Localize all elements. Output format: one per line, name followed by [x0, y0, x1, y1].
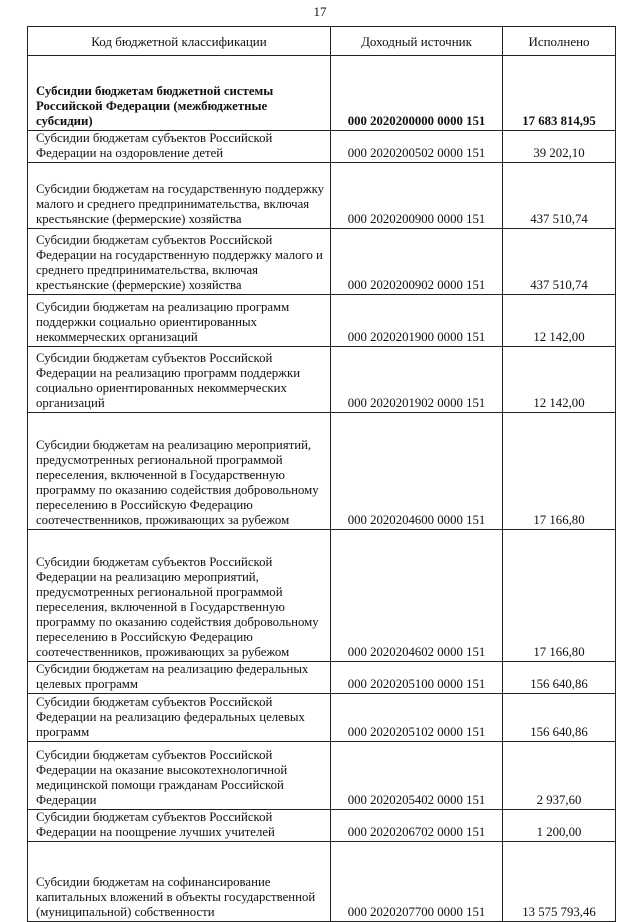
row-name: Субсидии бюджетам на реализацию программ поддержки социально ориентированных некоммерческих организаций: [28, 295, 331, 347]
row-name: Субсидии бюджетам на реализацию федеральных целевых программ: [28, 662, 331, 694]
table-row: [28, 163, 616, 229]
row-name: Субсидии бюджетам на государственную поддержку малого и среднего предпринимательства, включая крестьянские (фермерские) хозяйства: [28, 163, 331, 229]
table-row: [28, 56, 616, 131]
row-amount: 17 683 814,95: [503, 56, 616, 131]
row-name: Субсидии бюджетам субъектов Российской Федерации на государственную поддержку малого и среднего предпринимательства, включая крестьянские (фермерские) хозяйства: [28, 229, 331, 295]
row-code: 000 2020205102 0000 151: [331, 694, 503, 742]
table-row: [28, 295, 616, 347]
table-row: [28, 810, 616, 842]
table-row: [28, 413, 616, 530]
row-code: 000 2020205402 0000 151: [331, 742, 503, 810]
row-code: 000 2020200900 0000 151: [331, 163, 503, 229]
row-code: 000 2020200902 0000 151: [331, 229, 503, 295]
table-row: [28, 694, 616, 742]
header-classification: Код бюджетной классификации: [28, 27, 331, 56]
row-code: 000 2020201902 0000 151: [331, 347, 503, 413]
row-code: 000 2020204600 0000 151: [331, 413, 503, 530]
row-name: Субсидии бюджетам на реализацию мероприятий, предусмотренных региональной программой переселения, включенной в Государственную программу по оказанию содействия добровольному переселению в Российскую Федерацию соотечественников, проживающих за рубежом: [28, 413, 331, 530]
row-amount: 12 142,00: [503, 347, 616, 413]
row-code: 000 2020205100 0000 151: [331, 662, 503, 694]
row-amount: 17 166,80: [503, 413, 616, 530]
table-row: [28, 131, 616, 163]
row-name: Субсидии бюджетам на софинансирование капитальных вложений в объекты государственной (муниципальной) собственности: [28, 842, 331, 922]
row-code: 000 2020207700 0000 151: [331, 842, 503, 922]
row-amount: 2 937,60: [503, 742, 616, 810]
row-code: 000 2020200000 0000 151: [331, 56, 503, 131]
table-row: [28, 662, 616, 694]
table-row: [28, 347, 616, 413]
header-income-source: Доходный источник: [331, 27, 503, 56]
row-amount: 156 640,86: [503, 694, 616, 742]
row-name: Субсидии бюджетам субъектов Российской Федерации на реализацию мероприятий, предусмотренных региональной программой переселения, включенной в Государственную программу по оказанию содействия добровольному переселению в Российскую Федерацию соотечественников, проживающих за рубежом: [28, 530, 331, 662]
row-name: Субсидии бюджетам субъектов Российской Федерации на оказание высокотехнологичной медицинской помощи гражданам Российской Федерации: [28, 742, 331, 810]
table-row: [28, 742, 616, 810]
table-row: [28, 229, 616, 295]
row-name: Субсидии бюджетам субъектов Российской Федерации на реализацию программ поддержки социально ориентированных некоммерческих организаций: [28, 347, 331, 413]
row-code: 000 2020204602 0000 151: [331, 530, 503, 662]
row-amount: 13 575 793,46: [503, 842, 616, 922]
row-code: 000 2020201900 0000 151: [331, 295, 503, 347]
page-number: 17: [313, 4, 327, 19]
row-amount: 39 202,10: [503, 131, 616, 163]
row-amount: 437 510,74: [503, 163, 616, 229]
row-code: 000 2020206702 0000 151: [331, 810, 503, 842]
row-name: Субсидии бюджетам субъектов Российской Федерации на оздоровление детей: [28, 131, 331, 163]
row-name: Субсидии бюджетам субъектов Российской Федерации на реализацию федеральных целевых программ: [28, 694, 331, 742]
table-row: [28, 842, 616, 922]
row-name: Субсидии бюджетам субъектов Российской Федерации на поощрение лучших учителей: [28, 810, 331, 842]
row-amount: 12 142,00: [503, 295, 616, 347]
row-amount: 156 640,86: [503, 662, 616, 694]
row-amount: 437 510,74: [503, 229, 616, 295]
row-name: Субсидии бюджетам бюджетной системы Российской Федерации (межбюджетные субсидии): [28, 56, 331, 131]
header-executed: Исполнено: [503, 27, 616, 56]
table-row: [28, 530, 616, 662]
budget-table: [27, 26, 616, 922]
row-amount: 17 166,80: [503, 530, 616, 662]
table-header-row: [28, 27, 616, 56]
row-code: 000 2020200502 0000 151: [331, 131, 503, 163]
row-amount: 1 200,00: [503, 810, 616, 842]
